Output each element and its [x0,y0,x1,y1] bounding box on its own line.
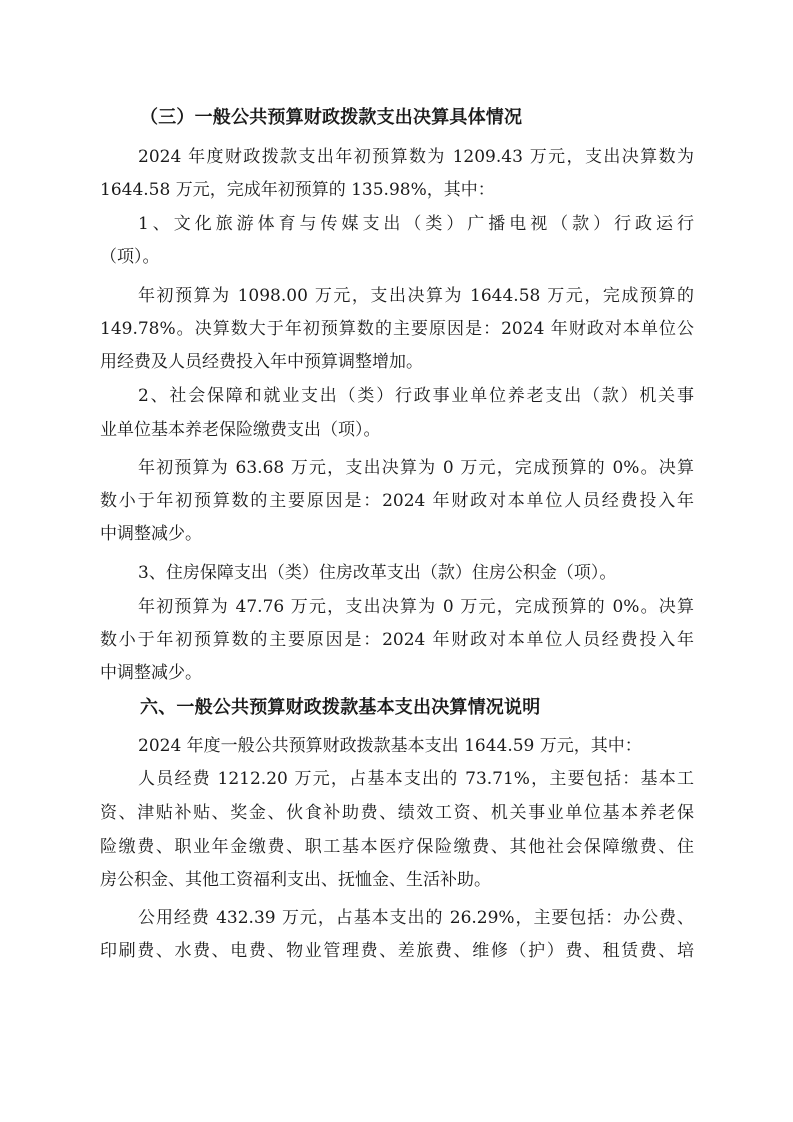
paragraph-line: 数小于年初预算数的主要原因是：2024 年财政对本单位人员经费投入年 [100,630,694,650]
paragraph-line: 数小于年初预算数的主要原因是：2024 年财政对本单位人员经费投入年 [100,491,694,511]
paragraph-line: 年初预算为 63.68 万元，支出决算为 0 万元，完成预算的 0%。决算 [138,458,694,478]
item-title-line: 1、文化旅游体育与传媒支出（类）广播电视（款）行政运行 [138,214,694,234]
paragraph-line: 年初预算为 1098.00 万元，支出决算为 1644.58 万元，完成预算的 [138,286,694,306]
paragraph-line: 人员经费 1212.20 万元，占基本支出的 73.71%，主要包括：基本工 [138,769,694,789]
paragraph-line: 用经费及人员经费投入年中预算调整增加。 [100,352,423,372]
paragraph-line: 中调整减少。 [100,524,202,544]
section-heading-6: 六、一般公共预算财政拨款基本支出决算情况说明 [140,697,541,718]
paragraph-line: 2024 年度一般公共预算财政拨款基本支出 1644.59 万元，其中： [138,736,642,756]
paragraph-line: 印刷费、水费、电费、物业管理费、差旅费、维修（护）费、租赁费、培 [100,941,694,961]
paragraph-line: 中调整减少。 [100,663,202,683]
paragraph-line: 2024 年度财政拨款支出年初预算数为 1209.43 万元，支出决算数为 [138,147,694,167]
item-title-line: 2、社会保障和就业支出（类）行政事业单位养老支出（款）机关事 [138,386,694,406]
item-title-line: 3、住房保障支出（类）住房改革支出（款）住房公积金（项）。 [138,563,617,583]
paragraph-line: 1644.58 万元，完成年初预算的 135.98%，其中： [100,180,495,200]
item-title-line: （项）。 [100,247,160,267]
paragraph-line: 房公积金、其他工资福利支出、抚恤金、生活补助。 [100,870,491,890]
section-heading-3: （三）一般公共预算财政拨款支出决算具体情况 [140,107,523,128]
paragraph-line: 公用经费 432.39 万元，占基本支出的 26.29%，主要包括：办公费、 [138,908,694,928]
paragraph-line: 149.78%。决算数大于年初预算数的主要原因是：2024 年财政对本单位公 [100,319,694,339]
paragraph-line: 年初预算为 47.76 万元，支出决算为 0 万元，完成预算的 0%。决算 [138,597,694,617]
paragraph-line: 资、津贴补贴、奖金、伙食补助费、绩效工资、机关事业单位基本养老保 [100,803,694,823]
item-title-line: 业单位基本养老保险缴费支出（项）。 [100,420,381,440]
paragraph-line: 险缴费、职业年金缴费、职工基本医疗保险缴费、其他社会保障缴费、住 [100,837,694,857]
